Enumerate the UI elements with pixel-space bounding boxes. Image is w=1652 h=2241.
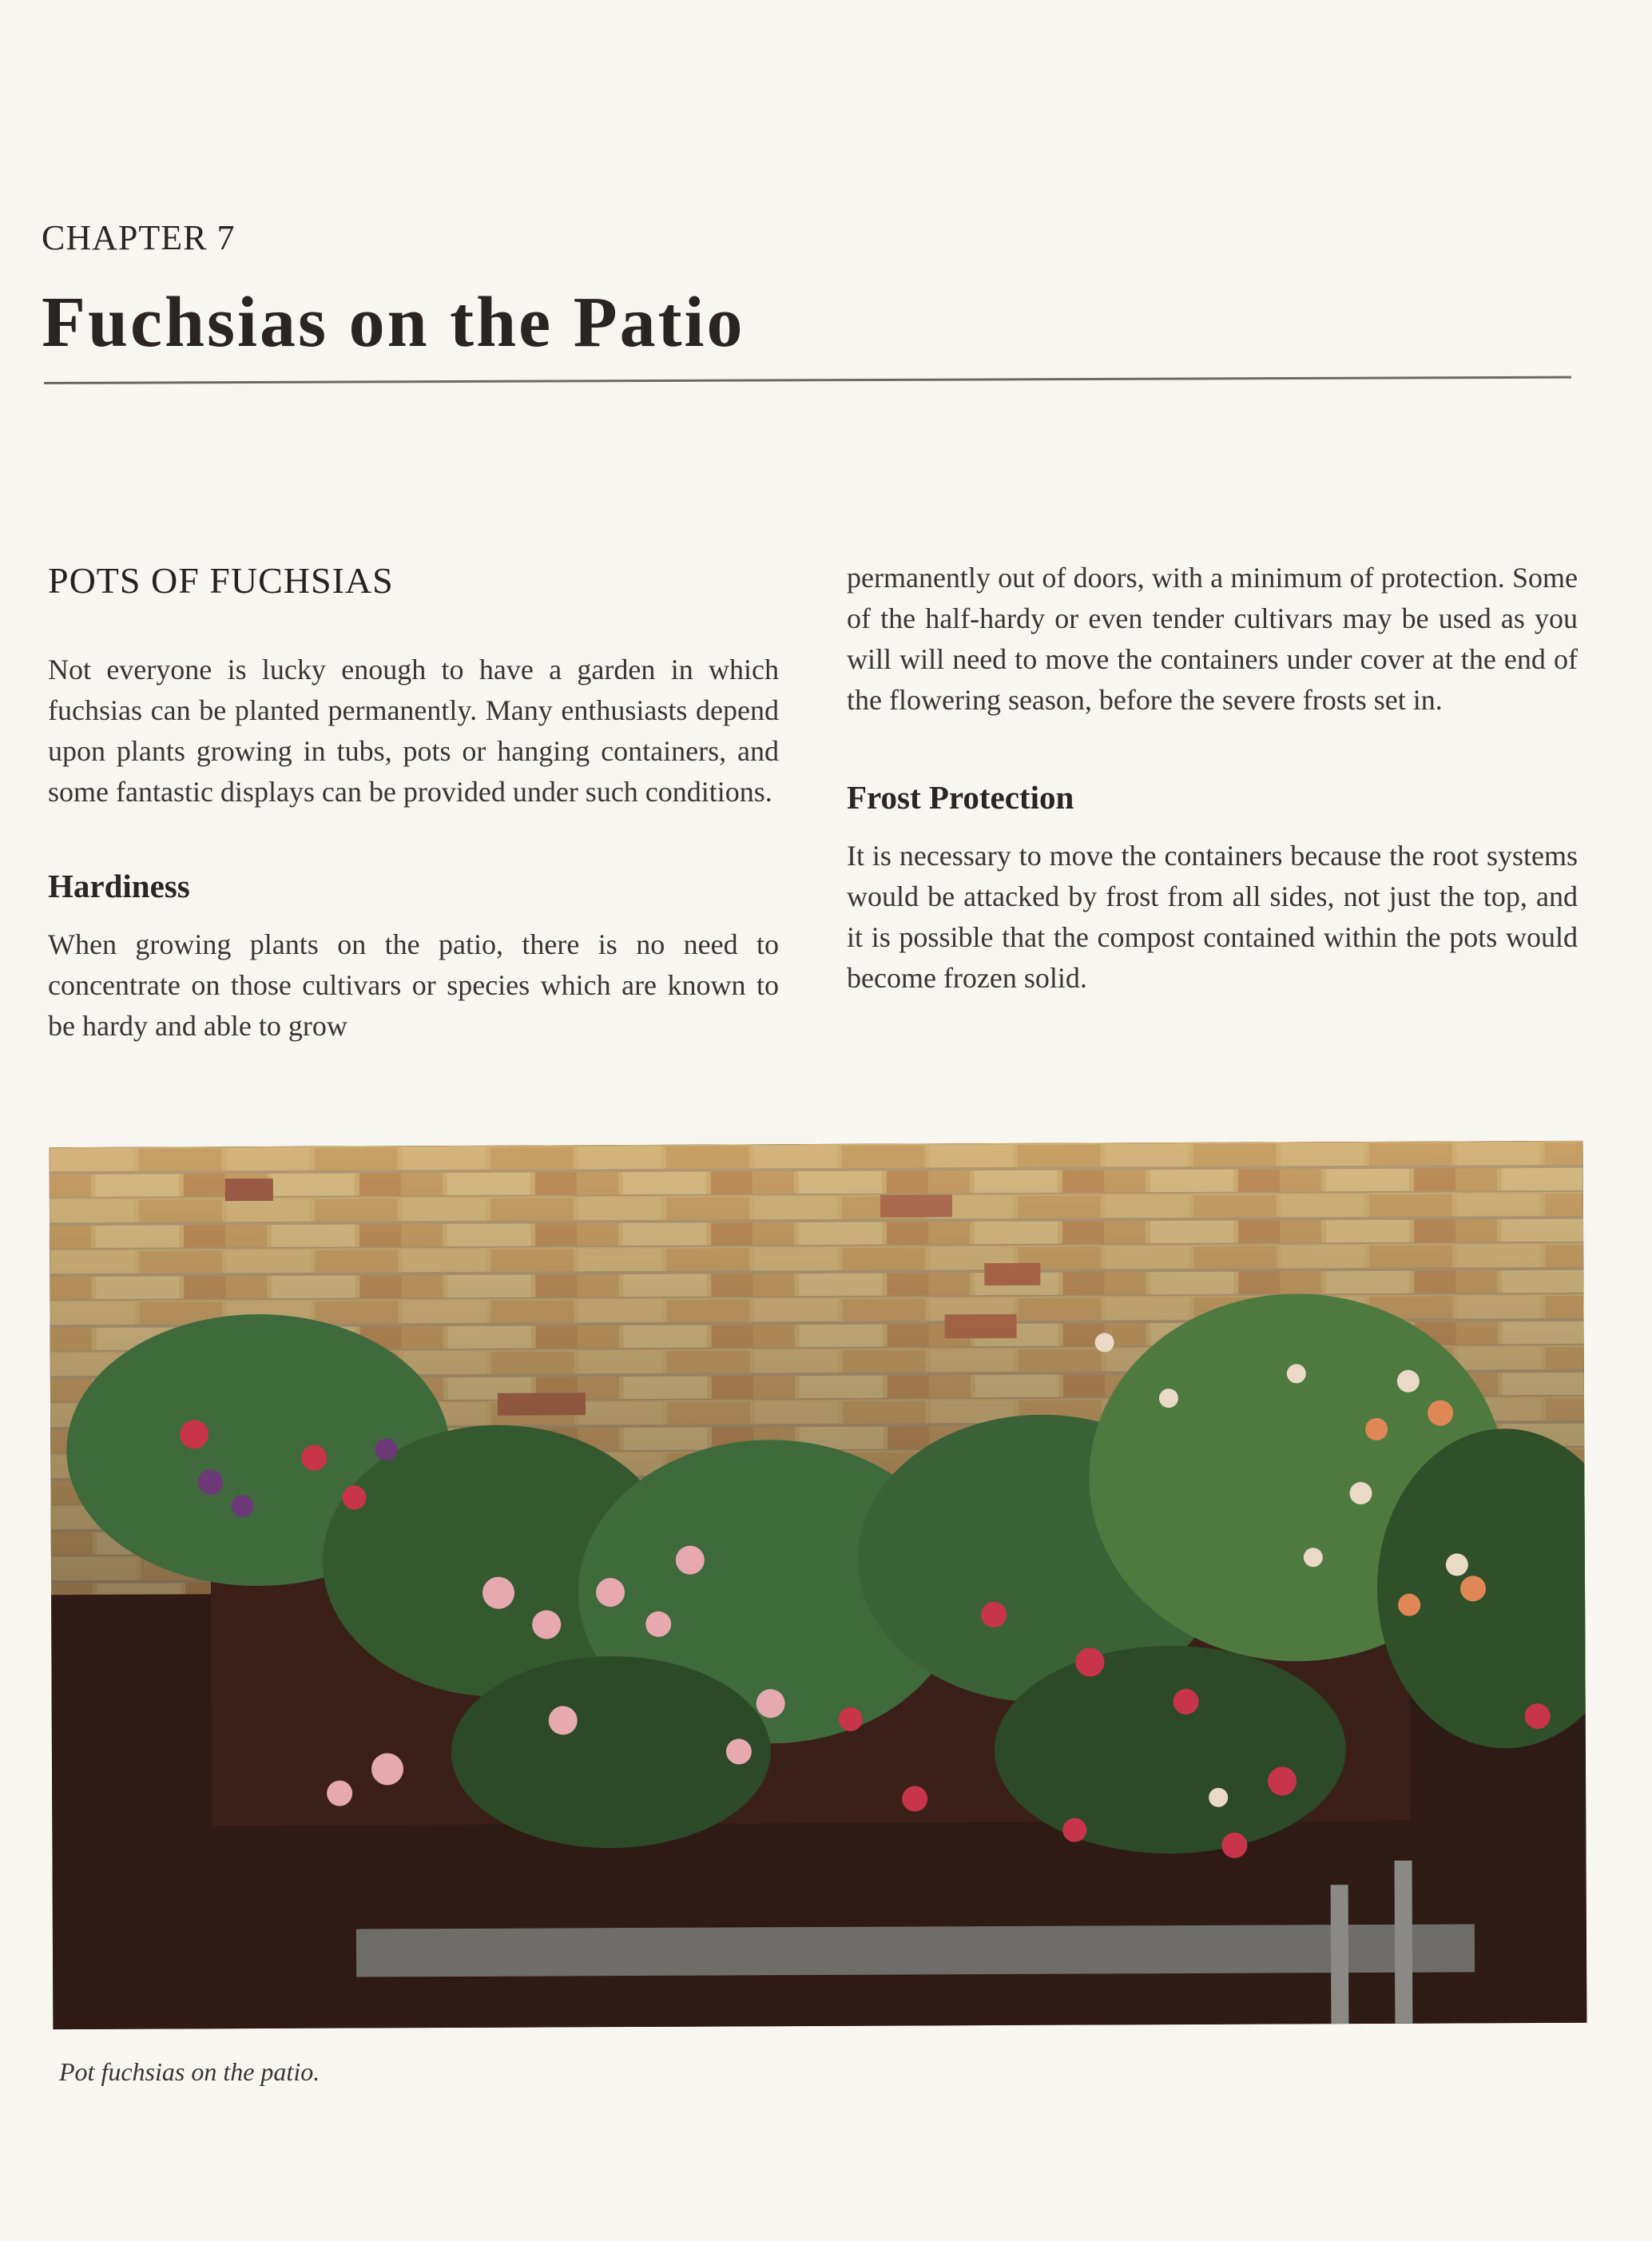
paragraph-spacer	[847, 721, 1578, 778]
continued-paragraph: permanently out of doors, with a minimum of protection. Some of the half-hardy or even tender cultivars may be used as you will will need to move the containers under cover at the end of the flowering season, before the severe frosts set in.	[847, 562, 1578, 716]
hardiness-paragraph: When growing plants on the patio, there is no need to concentrate on those cultivars or species which are known to be hardy and able to grow	[48, 928, 779, 1042]
frost-protection-heading: Frost Protection	[847, 779, 1074, 816]
title-rule	[44, 376, 1571, 384]
left-column	[48, 559, 779, 1047]
section-heading: POTS OF FUCHSIAS	[48, 560, 394, 601]
frost-protection-paragraph: It is necessary to move the containers because the root systems would be attacked by frost from all sides, not just the top, and it is possible that the compost contained within the pots would become frozen solid.	[847, 840, 1578, 994]
patio-fuchsias-photo	[50, 1141, 1587, 2029]
hardiness-heading: Hardiness	[48, 868, 190, 904]
chapter-label: CHAPTER 7	[42, 218, 236, 257]
right-column	[847, 558, 1578, 999]
photo-caption: Pot fuchsias on the patio.	[59, 2057, 320, 2086]
chapter-title: Fuchsias on the Patio	[42, 283, 745, 362]
photo-illustration	[50, 1141, 1587, 2029]
paragraph-spacer	[48, 813, 779, 867]
intro-paragraph: Not everyone is lucky enough to have a garden in which fuchsias can be planted permanently. Many enthusiasts depend upon plants growing in tubs, pots or hanging containers, and some fantastic displays can be provided under such conditions.	[48, 654, 779, 808]
bench	[356, 1924, 1475, 1977]
